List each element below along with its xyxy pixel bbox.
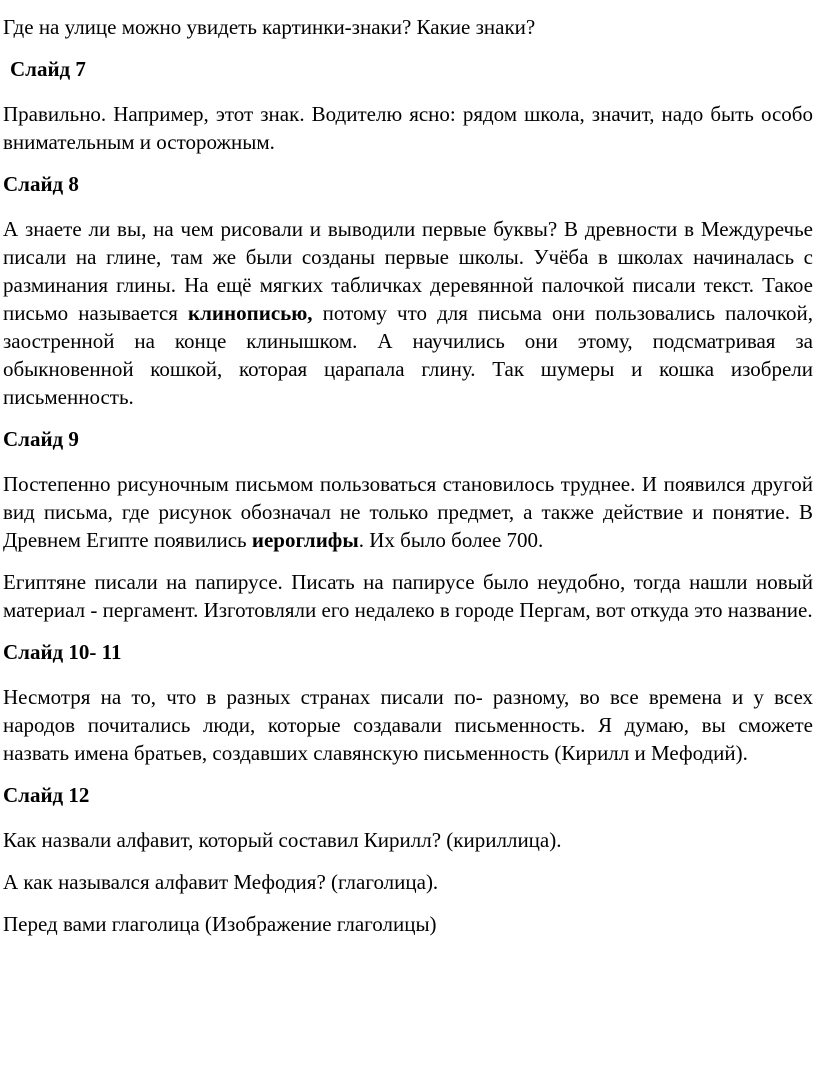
slide-8-text-start: А знаете ли вы, на чем рисовали и выводили первые буквы? В древности в Междуречье писали на глине, там же были созданы первые школы. Учёба в школах начиналась с разминания глины. На ещё мягких табличках деревянной палочкой писали текст. Такое письмо называется bbox=[3, 217, 813, 325]
slide-9-paragraph bbox=[3, 470, 813, 554]
slide-12-paragraph-3: Перед вами глаголица (Изображение глаголицы) bbox=[3, 912, 437, 936]
slide-9-paragraph-2: Египтяне писали на папирусе. Писать на папирусе было неудобно, тогда нашли новый материал - пергамент. Изготовляли его недалеко в городе Пергам, вот откуда это название. bbox=[3, 570, 813, 622]
slide-8-heading: Слайд 8 bbox=[3, 172, 79, 196]
hieroglyphs-term: иероглифы bbox=[251, 528, 359, 552]
slide-10-11-paragraph: Несмотря на то, что в разных странах писали по- разному, во все времена и у всех народов почитались люди, которые создавали письменность. Я думаю, вы сможете назвать имена братьев, создавших славянскую письменность (Кирилл и Мефодий). bbox=[3, 685, 813, 765]
slide-12-paragraph-2: А как назывался алфавит Мефодия? (глаголица). bbox=[3, 870, 439, 894]
slide-7-heading: Слайд 7 bbox=[10, 57, 86, 81]
cuneiform-term: клинописью, bbox=[188, 301, 313, 325]
slide-9-text-start: Постепенно рисуночным письмом пользоваться становилось труднее. И появился другой вид письма, где рисунок обозначал не только предмет, а также действие и понятие. В Древнем Египте появились bbox=[3, 472, 813, 552]
slide-7-paragraph: Правильно. Например, этот знак. Водителю ясно: рядом школа, значит, надо быть особо внимательным и осторожным. bbox=[3, 102, 813, 154]
slide-10-11-heading: Слайд 10- 11 bbox=[3, 640, 122, 664]
slide-9-text-end: . Их было более 700. bbox=[358, 528, 544, 552]
slide-12-heading: Слайд 12 bbox=[3, 783, 90, 807]
slide-8-text-end: потому что для письма они пользовались палочкой, заостренной на конце клинышком. А научились они этому, подсматривая за обыкновенной кошкой, которая царапала глину. Так шумеры и кошка изобрели письменность. bbox=[3, 301, 813, 409]
slide-9-heading: Слайд 9 bbox=[3, 427, 79, 451]
slide-8-paragraph bbox=[3, 215, 813, 411]
slide-12-paragraph-1: Как назвали алфавит, который составил Кирилл? (кириллица). bbox=[3, 828, 562, 852]
question-paragraph: Где на улице можно увидеть картинки-знаки? Какие знаки? bbox=[3, 15, 536, 39]
